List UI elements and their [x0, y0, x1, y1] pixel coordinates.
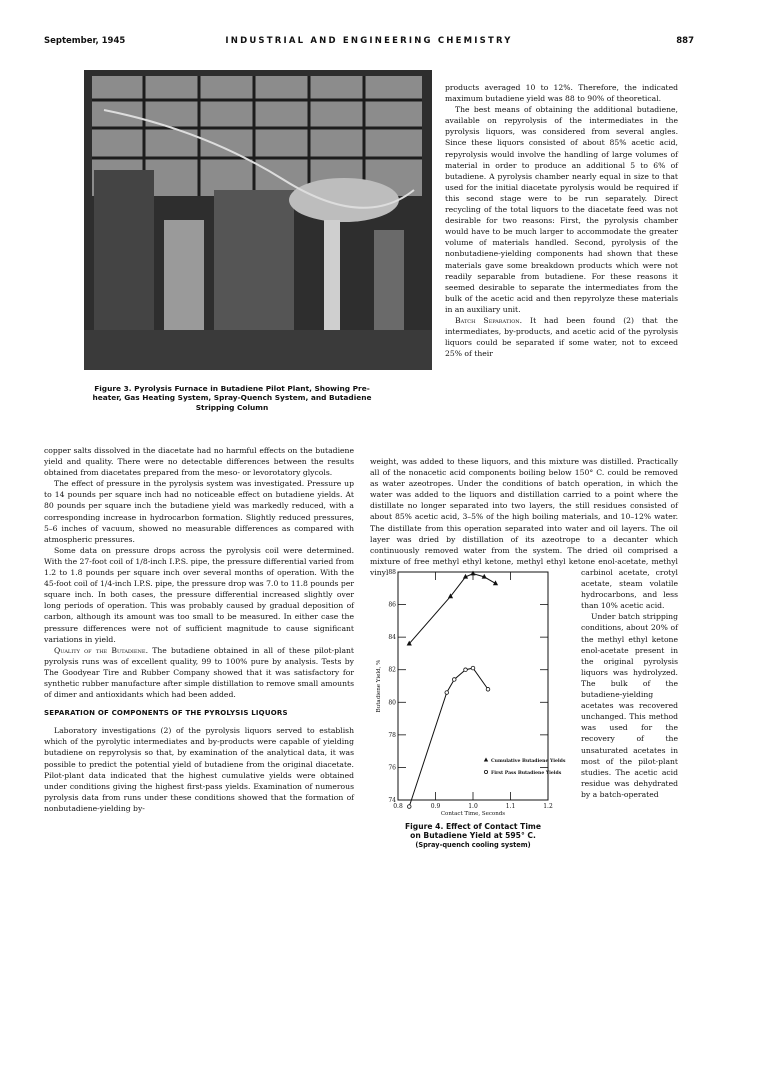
x-tick-label: 0.9	[430, 803, 441, 810]
left-column	[44, 445, 354, 814]
y-axis-label: Butadiene Yield, %	[376, 659, 382, 713]
data-point-circle	[407, 805, 411, 809]
y-tick-label: 86	[388, 601, 396, 609]
right-wide-text	[370, 456, 678, 578]
series-line	[409, 668, 488, 806]
x-axis-label: Contact Time, Seconds	[440, 811, 506, 816]
figure3-photo	[84, 70, 432, 370]
y-tick-label: 80	[388, 699, 396, 707]
right-narrow-column	[581, 567, 678, 800]
legend-label: Cumulative Butadiene Yields	[491, 759, 566, 764]
paragraph: The effect of pressure in the pyrolysis system was investigated. Pressure up to 14 pounds per square inch had no noticeable effect on butadiene yields. At 80 pounds per square inch the butadiene yield was markedly reduced, with a corresponding increase in hydrocarbon formation. Slightly reduced pressures, 5–6 inches of vacuum, showed no measurable differences as compared with atmospheric pressures.	[44, 479, 354, 544]
x-tick-label: 1.0	[468, 803, 478, 810]
x-tick-label: 1.2	[543, 803, 553, 810]
data-point-circle	[486, 687, 490, 691]
y-tick-label: 78	[388, 731, 396, 739]
figure3-caption	[44, 384, 420, 412]
plot-frame	[398, 572, 548, 800]
caption-line: Figure 3. Pyrolysis Furnace in Butadiene Pilot Plant, Showing Pre-	[94, 384, 370, 393]
data-point-circle	[445, 691, 449, 695]
right-top-column	[445, 82, 678, 359]
caption-line: heater, Gas Heating System, Spray-Quench System, and Butadiene	[92, 393, 372, 403]
paragraph-text: It had been found (2) that the intermediates, by-products, and acetic acid of the pyrolysis liquors could be separated if some water, not to exceed 25% of their	[445, 315, 678, 359]
data-point-triangle	[470, 571, 475, 576]
y-tick-label: 84	[388, 634, 396, 642]
paragraph: The best means of obtaining the additional butadiene, available on repyrolysis of the intermediates in the pyrolysis liquors, was considered from several angles. Since these liquors consisted of about 85% acetic acid, repyrolysis would involve the handling of large volumes of material in order to produce an additional 5 to 6% of butadiene. A pyrolysis chamber nearly equal in size to that used for the initial diacetate pyrolysis would be required if this second stage were to be run separately. Direct recycling of the total liquors to the diacetate feed was not desirable for two reasons: First, the pyrolysis chamber would have to be much larger to accommodate the greater volume of materials handled. Second, pyrolysis of the nonbutadiene-yielding components had shown that these materials gave some breakdown products which were not readily separable from butadiene. For these reasons it seemed desirable to separate the intermediates from the bulk of the acetic acid and then repyrolyze these materials in an auxiliary unit.	[445, 105, 678, 314]
paragraph: copper salts dissolved in the diacetate had no harmful effects on the butadiene yield and quality. There were no detectable differences between the results obtained from diacetates prepared from the meso- or levorotatory glycols.	[44, 446, 354, 478]
paragraph: carbinol acetate, crotyl acetate, steam volatile hydrocarbons, and less than 10% acetic acid.	[581, 568, 678, 611]
paragraph-text: The butadiene obtained in all of these pilot-plant pyrolysis runs was of excellent quality, 99 to 100% pure by analysis. Tests by The Goodyear Tire and Rubber Company showed that it was satisfactory for synthetic rubber manufacture after simple distillation to remove small amounts of dimer and antioxidants which had been added.	[44, 645, 355, 700]
y-tick-label: 88	[388, 569, 396, 576]
figure4-plot	[368, 564, 573, 816]
header-date: September, 1945	[44, 36, 126, 46]
y-tick-label: 76	[388, 764, 396, 772]
section-heading: SEPARATION OF COMPONENTS OF THE PYROLYSIS LIQUORS	[44, 709, 288, 718]
paragraph	[44, 645, 354, 700]
y-tick-label: 82	[388, 666, 396, 674]
header-journal: INDUSTRIAL AND ENGINEERING CHEMISTRY	[225, 36, 513, 46]
run-in-heading: Batch Separation.	[455, 315, 523, 325]
data-point-circle	[471, 666, 475, 670]
paragraph: Laboratory investigations (2) of the pyrolysis liquors served to establish which of the pyrolytic intermediates and by-products were capable of yielding butadiene on repyrolysis so that, by examination of the analytical data, it was possible to predict the potential yield of butadiene from the original diacetate. Pilot-plant data indicated that the highest cumulative yields were obtained under conditions giving the highest first-pass yields. Examination of numerous pyrolysis data from runs under these conditions showed that the formation of nonbutadiene-yielding by-	[44, 726, 354, 813]
x-tick-label: 1.1	[505, 803, 516, 810]
caption-line: on Butadiene Yield at 595° C.	[410, 831, 536, 841]
x-tick-label: 0.8	[393, 803, 403, 810]
legend-label: First Pass Butadiene Yields	[491, 771, 562, 776]
figure4-chart	[368, 564, 573, 816]
paragraph	[445, 315, 678, 359]
y-tick-label: 74	[388, 797, 396, 804]
caption-line: (Spray-quench cooling system)	[415, 840, 531, 849]
run-in-heading: Quality of the Butadiene.	[54, 645, 149, 655]
paragraph: Some data on pressure drops across the pyrolysis coil were determined. With the 27-foot coil of 1/8-inch I.P.S. pipe, the pressure differential varied from 1.2 to 1.8 pounds per square inch over several months of operation. With the 45-foot coil of 1/4-inch I.P.S. pipe, the pressure drop was 7.0 to 11.8 pounds per square inch. In both cases, the pressure differential increased slightly over long periods of operation. This was probably caused by gradual deposition of carbon, although its amount was too small to be measured. In either case the pressure differences were not of sufficient magnitude to cause significant variations in yield.	[44, 545, 354, 644]
running-header	[44, 36, 694, 50]
series-line	[409, 574, 495, 644]
legend-marker-triangle	[484, 758, 488, 762]
data-point-circle	[452, 678, 456, 682]
legend-marker-circle	[484, 770, 487, 773]
data-point-circle	[464, 668, 468, 672]
caption-line: Stripping Column	[195, 402, 269, 412]
paragraph: Under batch stripping conditions, about 20% of the methyl ethyl ketone enol-acetate present in the original pyrolysis liquors was hydrolyzed. The bulk of the butadiene-yielding acetates was recovered unchanged. This method was used for the recovery of the unsaturated acetates in most of the pilot-plant studies. The acetic acid residue was dehydrated by a batch-operated	[581, 612, 678, 799]
caption-line: Figure 4. Effect of Contact Time	[405, 822, 541, 831]
pilot-plant-photo-icon	[84, 70, 432, 370]
figure4-caption	[368, 822, 578, 849]
paragraph: products averaged 10 to 12%. Therefore, the indicated maximum butadiene yield was 88 to 90% of theoretical.	[445, 83, 678, 104]
header-page-number: 887	[676, 36, 694, 46]
paragraph: weight, was added to these liquors, and this mixture was distilled. Practically all of the nonacetic acid components boiling below 150° C. could be removed as water azeotropes. Under the conditions of batch operation, in which the water was added to the liquors and distillation carried to a point where the distillate no longer separated into two layers, the still residues consisted of about 85% acetic acid, 3–5% of the high boiling materials, and 10–12% water. The distillate from this operation separated into water and oil layers. The oil layer was dried by distillation of its azeotrope to a decanter which continuously removed water from the system. The dried oil comprised a mixture of free methyl ethyl ketone, methyl ethyl ketone enol-acetate, methyl vinyl	[370, 457, 678, 577]
